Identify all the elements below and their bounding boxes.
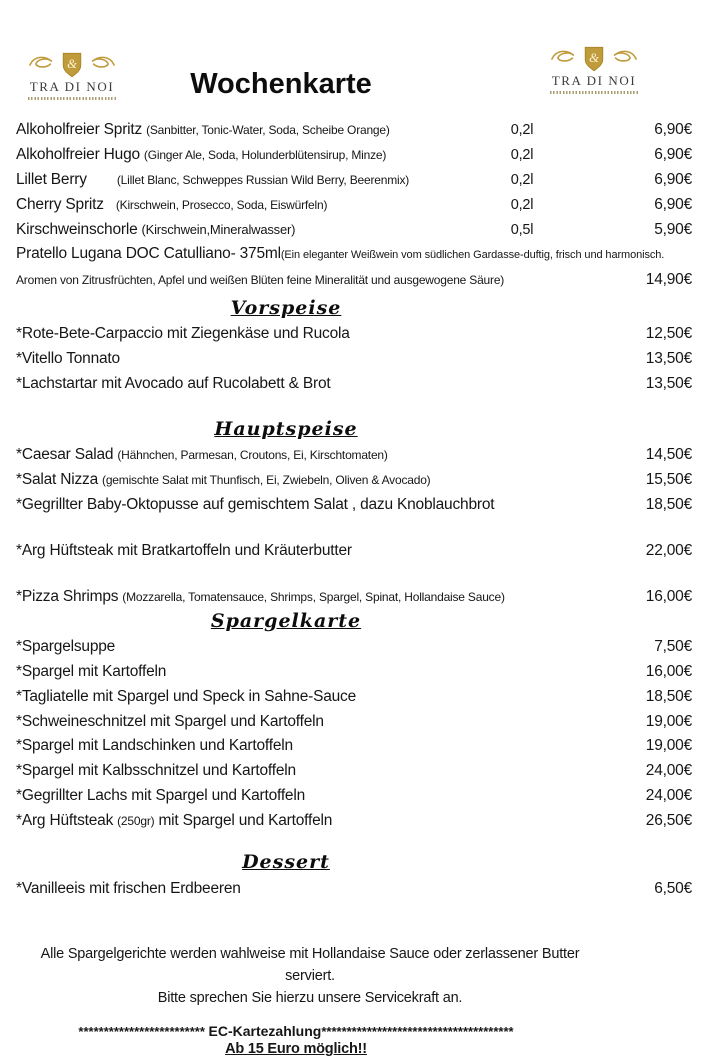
item-name: *Arg Hüftsteak mit Bratkartoffeln und Kräuterbutter	[16, 541, 352, 559]
logo-left	[16, 52, 128, 100]
footer-notes	[16, 943, 604, 1009]
header	[16, 10, 692, 118]
menu-item-row	[16, 371, 692, 396]
drink-row	[16, 143, 692, 168]
item-name: *Caesar Salad	[16, 446, 114, 464]
section-spargelkarte	[16, 635, 692, 833]
drink-name: Cherry Spritz (Kirschwein, Prosecco, Soda, Eiswürfeln)	[16, 195, 328, 213]
menu-item-row	[16, 709, 692, 734]
drink-name: Kirschweinschorle (Kirschwein,Mineralwasser)	[16, 220, 296, 238]
item-price: 24,00€	[645, 787, 692, 805]
drink-row	[16, 168, 692, 193]
menu-item-row	[16, 784, 692, 809]
menu-item-row	[16, 808, 692, 833]
logo-tagline	[550, 91, 638, 94]
menu-item-row	[16, 468, 692, 493]
drink-size: 0,5l	[510, 221, 534, 238]
item-name: *Tagliatelle mit Spargel und Speck in Sahne-Sauce	[16, 687, 357, 705]
item-price: 13,50€	[645, 349, 692, 367]
menu-item-row	[16, 635, 692, 660]
drink-price: 6,90€	[654, 195, 692, 213]
item-name: *Spargelsuppe	[16, 638, 116, 656]
item-price: 6,50€	[654, 879, 692, 897]
menu-item-row	[16, 584, 692, 609]
item-name: *Lachstartar mit Avocado auf Rucolabett & Brot	[16, 374, 331, 392]
item-name: *Pizza Shrimps	[16, 587, 119, 605]
item-name: *Spargel mit Kalbsschnitzel und Kartoffeln	[16, 762, 296, 780]
item-price: 12,50€	[645, 325, 692, 343]
item-price: 18,50€	[645, 495, 692, 513]
menu-item-row	[16, 685, 692, 710]
drink-size: 0,2l	[510, 147, 534, 164]
crest-icon	[25, 52, 119, 78]
ec-label: EC-Kartezahlung	[208, 1022, 322, 1039]
drink-row	[16, 217, 692, 242]
item-price: 14,50€	[645, 446, 692, 464]
item-price: 18,50€	[645, 687, 692, 705]
ampersand-monogram: &	[67, 56, 77, 71]
menu-title: Wochenkarte	[190, 68, 372, 100]
drink-size: 0,2l	[510, 171, 534, 188]
drink-price: 5,90€	[654, 220, 692, 238]
menu-item-row	[16, 493, 692, 518]
item-price: 15,50€	[645, 471, 692, 489]
spargel-note: Alle Spargelgerichte werden wahlweise mit Hollandaise Sauce oder zerlassener Butter serviert.	[40, 945, 580, 984]
item-name: *Rote-Bete-Carpaccio mit Ziegenkäse und Rucola	[16, 325, 350, 343]
drink-price: 6,90€	[654, 170, 692, 188]
ec-payment-line	[16, 1023, 576, 1039]
drink-name: Alkoholfreier Spritz (Sanbitter, Tonic-Water, Soda, Scheibe Orange)	[16, 121, 390, 139]
item-price: 22,00€	[645, 541, 692, 559]
section-heading-hauptspeise: Hauptspeise	[214, 418, 358, 441]
drink-size: 0,2l	[510, 196, 534, 213]
item-price: 24,00€	[645, 762, 692, 780]
item-detail: (Mozzarella, Tomatensauce, Shrimps, Spargel, Spinat, Hollandaise Sauce)	[122, 589, 505, 604]
item-detail: (gemischte Salat mit Thunfisch, Ei, Zwiebeln, Oliven & Avocado)	[102, 473, 431, 488]
item-name: *Gegrillter Baby-Oktopusse auf gemischtem Salat , dazu Knoblauchbrot	[16, 495, 495, 513]
menu-item-row	[16, 322, 692, 347]
item-price: 19,00€	[645, 737, 692, 755]
drink-price: 6,90€	[654, 146, 692, 164]
item-name: *Spargel mit Landschinken und Kartoffeln	[16, 737, 293, 755]
logo-right	[538, 46, 650, 94]
wine-detail: Aromen von Zitrusfrüchten, Apfel und weißen Blüten feine Mineralität und ausgewogene Säure)	[16, 272, 505, 287]
item-name: *Schweineschnitzel mit Spargel und Kartoffeln	[16, 712, 324, 730]
drinks-list	[16, 118, 692, 242]
item-detail: (Hähnchen, Parmesan, Croutons, Ei, Kirschtomaten)	[117, 448, 388, 463]
wine-detail: (Ein eleganter Weißwein vom südlichen Gardasse-duftig, frisch und harmonisch.	[280, 249, 665, 262]
section-hauptspeise	[16, 443, 692, 609]
minimum-amount-note: Ab 15 Euro möglich!!	[225, 1040, 367, 1057]
item-name: *Salat Nizza	[16, 471, 99, 489]
logo-name: TRA DI NOI	[551, 73, 637, 88]
item-price: 13,50€	[645, 374, 692, 392]
item-name-suffix: mit Spargel und Kartoffeln	[158, 811, 333, 829]
item-price: 7,50€	[654, 638, 692, 656]
section-heading-spargelkarte: Spargelkarte	[210, 609, 362, 632]
stars-right: **************************************	[321, 1023, 514, 1039]
menu-item-row	[16, 734, 692, 759]
logo-name: TRA DI NOI	[29, 79, 115, 94]
drink-name: Lillet Berry (Lillet Blanc, Schweppes Russian Wild Berry, Beerenmix)	[16, 170, 410, 188]
item-name: *Spargel mit Kartoffeln	[16, 663, 167, 681]
item-price: 16,00€	[645, 663, 692, 681]
wine-line1	[16, 242, 692, 267]
wine-line2	[16, 267, 692, 293]
menu-item-row	[16, 443, 692, 468]
menu-item-row	[16, 759, 692, 784]
crest-icon	[547, 46, 641, 72]
section-heading-vorspeise: Vorspeise	[230, 296, 342, 319]
item-name: *Gegrillter Lachs mit Spargel und Kartoffeln	[16, 787, 306, 805]
item-name: *Vanilleeis mit frischen Erdbeeren	[16, 879, 241, 897]
section-vorspeise	[16, 322, 692, 396]
wine-name: Pratello Lugana DOC Catulliano- 375ml	[16, 245, 281, 263]
service-note: Bitte sprechen Sie hierzu unsere Servicekraft an.	[157, 989, 463, 1006]
item-price: 26,50€	[645, 811, 692, 829]
item-name: *Arg Hüftsteak	[16, 811, 114, 829]
menu-item-row	[16, 660, 692, 685]
drink-price: 6,90€	[654, 121, 692, 139]
drink-row	[16, 118, 692, 143]
item-price: 19,00€	[645, 712, 692, 730]
logo-tagline	[28, 97, 116, 100]
item-price: 16,00€	[645, 587, 692, 605]
drink-row	[16, 192, 692, 217]
item-name: *Vitello Tonnato	[16, 349, 120, 367]
section-dessert	[16, 876, 692, 901]
item-detail: (250gr)	[117, 813, 155, 828]
drink-size: 0,2l	[510, 122, 534, 139]
section-heading-dessert: Dessert	[242, 851, 330, 874]
drink-name: Alkoholfreier Hugo (Ginger Ale, Soda, Holunderblütensirup, Minze)	[16, 146, 387, 164]
menu-item-row	[16, 346, 692, 371]
wine-entry	[16, 242, 692, 293]
stars-left: *************************	[78, 1023, 205, 1039]
menu-item-row	[16, 538, 692, 563]
ampersand-monogram: &	[589, 50, 599, 65]
wine-price: 14,90€	[645, 270, 692, 288]
menu-item-row	[16, 876, 692, 901]
